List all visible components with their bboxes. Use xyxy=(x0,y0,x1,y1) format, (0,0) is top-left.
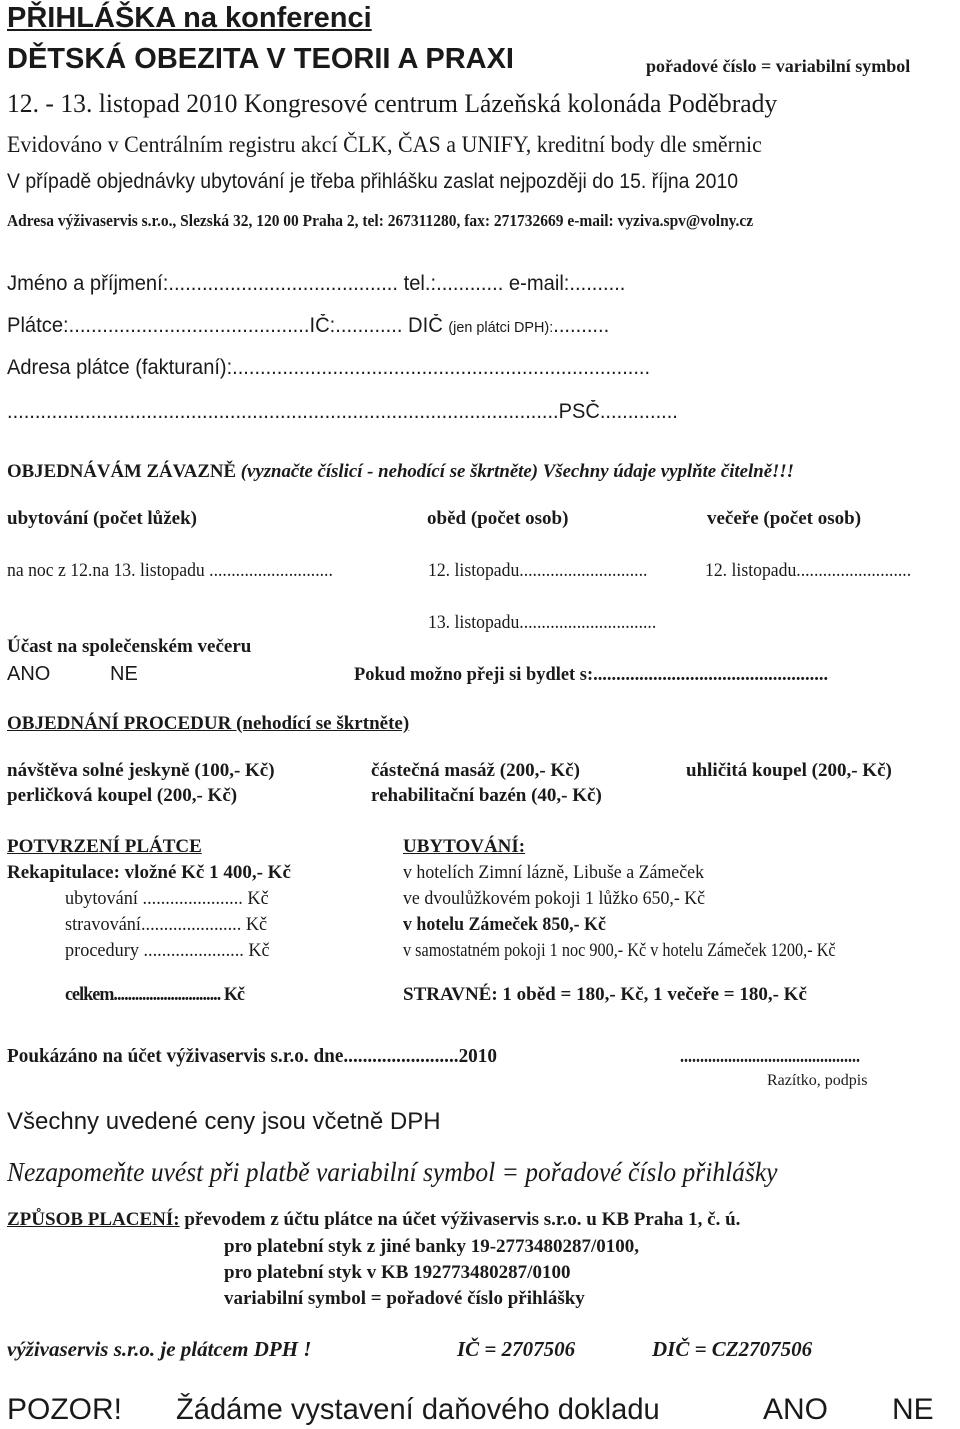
invoice-yes-option[interactable]: ANO xyxy=(763,1393,829,1426)
procedure-bubble-bath[interactable]: perličková koupel (200,- Kč) xyxy=(7,785,238,806)
payment-other-bank: pro platební styk z jiné banky 19-2773480287/0100, xyxy=(224,1236,640,1257)
order-heading: OBJEDNÁVÁM ZÁVAZNĚ (vyznačte číslicí - nehodící se škrtněte) Všechny údaje vyplňte čitelně!!! xyxy=(7,461,795,482)
postal-code-field[interactable]: ...................................................................................................PSČ.............. xyxy=(7,400,678,423)
dic-number: DIČ = CZ2707506 xyxy=(652,1337,813,1361)
accommodation-hotels: v hotelích Zimní lázně, Libuše a Zámeček xyxy=(403,862,705,883)
transfer-date-field[interactable]: Poukázáno na účet výživaservis s.r.o. dne........................2010 xyxy=(7,1045,497,1067)
payment-method: ZPŮSOB PLACENÍ: převodem z účtu plátce na účet výživaservis s.r.o. u KB Praha 1, č. ú. xyxy=(7,1209,741,1230)
invoice-no-option[interactable]: NE xyxy=(892,1393,934,1426)
recap-meals[interactable]: stravování...................... Kč xyxy=(65,914,268,935)
procedure-carbon-bath[interactable]: uhličitá koupel (200,- Kč) xyxy=(686,760,892,781)
form-title: PŘIHLÁŠKA na konferenci xyxy=(7,2,372,34)
invoice-request: Žádáme vystavení daňového dokladu xyxy=(176,1393,660,1426)
recap-total[interactable]: celkem.............................. Kč xyxy=(65,984,245,1005)
lunch-12-field[interactable]: 12. listopadu............................. xyxy=(428,560,648,581)
accommodation-double-room: ve dvoulůžkovém pokoji 1 lůžko 650,- Kč xyxy=(403,888,706,909)
conference-title: DĚTSKÁ OBEZITA V TEORII A PRAXI xyxy=(7,43,514,75)
dinner-12-field[interactable]: 12. listopadu.......................... xyxy=(705,560,912,581)
social-yes-option[interactable]: ANO xyxy=(7,663,51,685)
name-field[interactable]: Jméno a příjmení:......................................... tel.:............ e-mail:.......... xyxy=(7,272,626,295)
recap-accommodation[interactable]: ubytování ...................... Kč xyxy=(65,888,269,909)
procedure-massage[interactable]: částečná masáž (200,- Kč) xyxy=(371,760,580,781)
deadline-line: V případě objednávky ubytování je třeba přihlášku zaslat nejpozději do 15. října 2010 xyxy=(7,170,739,193)
roommate-field[interactable]: Pokud možno přeji si bydlet s:................................................... xyxy=(354,664,829,685)
venue-line: 12. - 13. listopad 2010 Kongresové centrum Lázeňská kolonáda Poděbrady xyxy=(7,89,778,118)
variable-symbol-reminder: Nezapomeňte uvést při platbě variabilní symbol = pořadové číslo přihlášky xyxy=(7,1157,778,1187)
ico-number: IČ = 2707506 xyxy=(457,1337,576,1361)
payer-confirmation-heading: POTVRZENÍ PLÁTCE xyxy=(7,836,202,857)
accommodation-heading: UBYTOVÁNÍ: xyxy=(403,836,526,857)
accommodation-zamecek: v hotelu Zámeček 850,- Kč xyxy=(403,914,606,935)
social-no-option[interactable]: NE xyxy=(110,663,138,685)
lunch-13-field[interactable]: 13. listopadu............................... xyxy=(428,612,657,633)
lunch-column: oběd (počet osob) xyxy=(427,508,569,529)
warning-label: POZOR! xyxy=(7,1393,123,1426)
accommodation-column: ubytování (počet lůžek) xyxy=(7,508,197,529)
procedures-heading: OBJEDNÁNÍ PROCEDUR (nehodící se škrtněte) xyxy=(7,713,410,734)
vat-payer-note: výživaservis s.r.o. je plátcem DPH ! xyxy=(7,1337,312,1361)
payment-variable-symbol: variabilní symbol = pořadové číslo přihlášky xyxy=(224,1288,585,1309)
night-field[interactable]: na noc z 12.na 13. listopadu ............................ xyxy=(7,560,333,581)
recap-procedures[interactable]: procedury ...................... Kč xyxy=(65,940,270,961)
serial-number-note: pořadové číslo = variabilní symbol xyxy=(646,56,911,76)
social-evening-label: Účast na společenském večeru xyxy=(7,636,252,657)
payer-address-field[interactable]: Adresa plátce (fakturaní):........................................................................... xyxy=(7,356,651,379)
dinner-column: večeře (počet osob) xyxy=(707,508,862,529)
signature-field[interactable]: ............................................. xyxy=(680,1045,860,1067)
procedure-salt-cave[interactable]: návštěva solné jeskyně (100,- Kč) xyxy=(7,760,275,781)
registry-line: Evidováno v Centrálním registru akcí ČLK, ČAS a UNIFY, kreditní body dle směrnic xyxy=(7,132,762,157)
meal-prices: STRAVNÉ: 1 oběd = 180,- Kč, 1 večeře = 180,- Kč xyxy=(403,984,807,1005)
payment-method-label: ZPŮSOB PLACENÍ: xyxy=(7,1209,180,1230)
procedure-rehab-pool[interactable]: rehabilitační bazén (40,- Kč) xyxy=(371,785,602,806)
address-line: Adresa výživaservis s.r.o., Slezská 32, 120 00 Praha 2, tel: 267311280, fax: 271732669 e-mail: vyziva.spv@volny.cz xyxy=(7,211,754,230)
accommodation-single-room: v samostatném pokoji 1 noc 900,- Kč v hotelu Zámeček 1200,- Kč xyxy=(403,940,836,961)
payer-field[interactable]: Plátce:...........................................IČ:............ DIČ (jen plátci DPH):.......... xyxy=(7,314,610,337)
recap-fee: Rekapitulace: vložné Kč 1 400,- Kč xyxy=(7,862,291,883)
vat-included-note: Všechny uvedené ceny jsou včetně DPH xyxy=(7,1108,441,1135)
stamp-signature-label: Razítko, podpis xyxy=(767,1072,868,1089)
payment-kb: pro platební styk v KB 192773480287/0100 xyxy=(224,1262,571,1283)
